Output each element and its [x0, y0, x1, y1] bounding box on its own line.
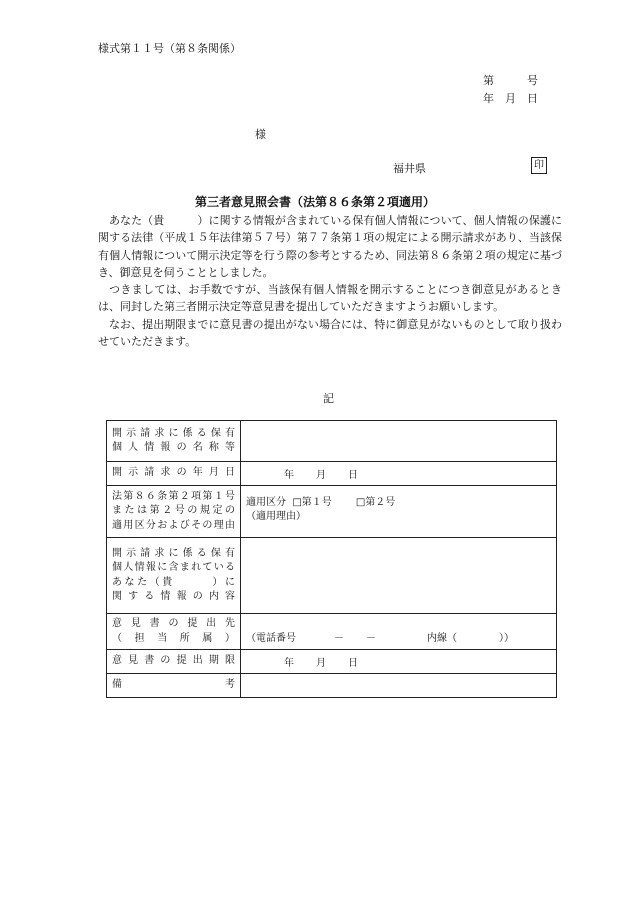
row-label-category: 法第８６条第２項第１号 または第２号の規定の 適用区分およびその理由 — [107, 486, 241, 538]
row-label-deadline: 意見書の提出期限 — [107, 650, 241, 674]
inquiry-table — [106, 420, 557, 698]
document-title: 第三者意見照会書（法第８６条第２項適用） — [194, 195, 435, 209]
ki-heading: 記 — [323, 392, 334, 405]
body-text — [98, 212, 562, 350]
row-label-info-content: 開示請求に係る保有 個人情報に含まれている あなた（貴 ）に 関する情報の内容 — [107, 538, 241, 614]
form-number: 様式第１１号（第８条関係） — [98, 42, 241, 55]
row-label-remarks: 備 考 — [107, 674, 241, 698]
paragraph: あなた（貴 ）に関する情報が含まれている保有個人情報について、個人情報の保護に関する法律（平成１５年法律第５７号）第７７条第１項の規定による開示請求があり、当該保有個人情報について開示決定等を行う際の参考とするため、同法第８６条第２項の規定に基づき、御意見を伺うこととしました。 — [98, 214, 562, 279]
table-row — [107, 486, 557, 538]
item-name-value[interactable] — [241, 421, 557, 462]
addressee-suffix: 様 — [255, 128, 266, 141]
paragraph: つきましては、お手数ですが、当該保有個人情報を開示することにつき御意見があるときは、同封した第三者開示決定等意見書を提出していただきますようお願いします。 — [98, 283, 562, 314]
category-value[interactable]: 適用区分 □第１号 □第２号 （適用理由） — [241, 486, 557, 538]
document-date: 年 月 日 — [483, 92, 538, 105]
submit-to-value[interactable]: （電話番号 － － 内線（ ）） — [241, 614, 557, 650]
info-content-value[interactable] — [241, 538, 557, 614]
seal-box: 印 — [531, 157, 547, 174]
row-label-item-name: 開示請求に係る保有 個人情報の名称等 — [107, 421, 241, 462]
table-row — [107, 538, 557, 614]
table-row — [107, 650, 557, 674]
paragraph: なお、提出期限までに意見書の提出がない場合には、特に御意見がないものとして取り扱わせていただきます。 — [98, 317, 562, 349]
document-number: 第 号 — [483, 74, 538, 87]
table-row — [107, 614, 557, 650]
table-row — [107, 421, 557, 462]
table-row — [107, 674, 557, 698]
request-date-value[interactable]: 年 月 日 — [241, 462, 557, 486]
checkbox-1[interactable]: □第１号 — [292, 497, 332, 508]
table-row — [107, 462, 557, 486]
row-label-request-date: 開示請求の年月日 — [107, 462, 241, 486]
remarks-value[interactable] — [241, 674, 557, 698]
row-label-submit-to: 意見書の提出先 （担当所属） — [107, 614, 241, 650]
checkbox-2[interactable]: □第２号 — [355, 497, 396, 508]
deadline-value[interactable]: 年 月 日 — [241, 650, 557, 674]
issuer-name: 福井県 — [393, 162, 426, 175]
